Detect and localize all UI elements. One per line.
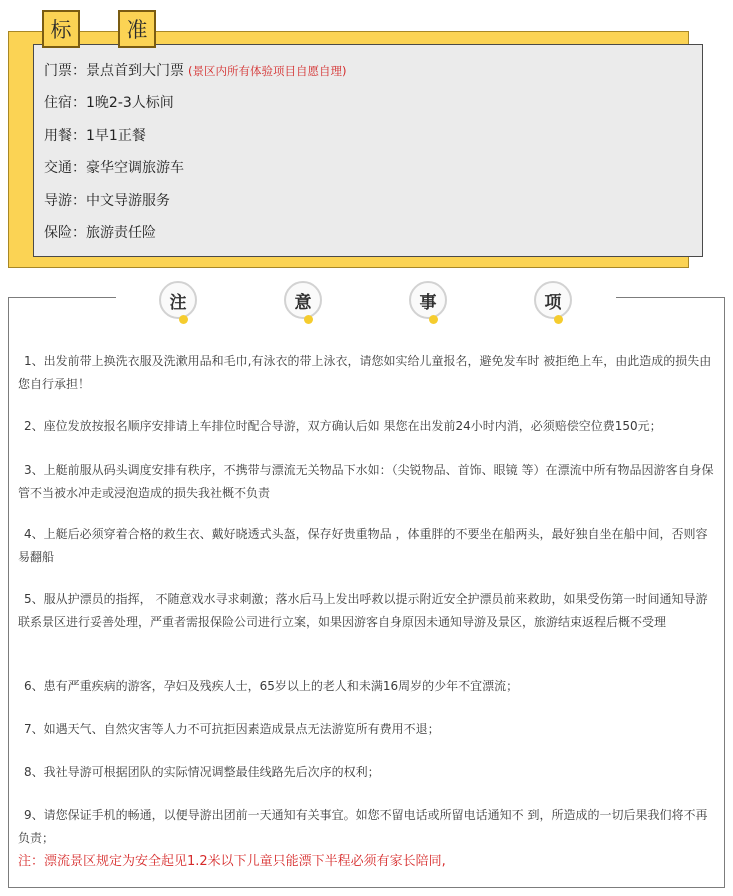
notice-title-char: 项 [534, 281, 572, 319]
standard-label: 保险： [44, 225, 86, 241]
standard-value: 景点首到大门票 [86, 63, 184, 79]
standard-value: 1晚2-3人标间 [86, 95, 174, 111]
standard-note: (景区内所有体验项目自愿自理) [188, 64, 347, 78]
notice-item: 6、患有严重疾病的游客，孕妇及残疾人士，65岁以上的老人和未满16周岁的少年不宜漂流； [24, 679, 519, 693]
standard-label: 导游： [44, 193, 86, 209]
yellow-dot-icon [304, 315, 313, 324]
notice-title-char: 注 [159, 281, 197, 319]
notice-item: 5、服从护漂员的指挥， 不随意戏水寻求刺激；落水后马上发出呼救以提示附近安全护漂员前来救助，如果受伤第一时间通知导游联系景区进行妥善处理，严重者需报保险公司进行立案，如果因游客自身原因未通知导游及景区，旅游结束返程后概不受理 [18, 592, 708, 629]
standard-value: 旅游责任险 [86, 225, 156, 241]
yellow-dot-icon [179, 315, 188, 324]
standard-value: 1早1正餐 [86, 128, 146, 144]
notice-item: 8、我社导游可根据团队的实际情况调整最佳线路先后次序的权利； [24, 765, 380, 779]
yellow-dot-icon [429, 315, 438, 324]
notice-item: 4、上艇后必须穿着合格的救生衣、戴好晓透式头盔，保存好贵重物品 ，体重胖的不要坐在船两头，最好独自坐在船中间，否则容易翻船 [18, 527, 708, 564]
standard-lodging [44, 93, 174, 113]
standard-value: 中文导游服务 [86, 193, 170, 209]
standard-label: 门票： [44, 63, 86, 79]
standard-insurance [44, 223, 156, 243]
standard-ticket [44, 61, 346, 81]
notice-item: 9、请您保证手机的畅通，以便导游出团前一天通知有关事宜。如您不留电话或所留电话通知不 到，所造成的一切后果我们将不再负责； [18, 808, 708, 845]
notice-item: 3、上艇前服从码头调度安排有秩序，不携带与漂流无关物品下水如：（尖锐物品、首饰、眼镜 等）在漂流中所有物品因游客自身保管不当被水冲走或浸泡造成的损失我社概不负责 [18, 463, 714, 500]
notice-item: 2、座位发放按报名顺序安排请上车排位时配合导游，双方确认后如 果您在出发前24小时内消，必须赔偿空位费150元； [24, 419, 662, 433]
standard-label: 住宿： [44, 95, 86, 111]
notice-item: 1、出发前带上换洗衣服及洗漱用品和毛巾,有泳衣的带上泳衣，请您如实给儿童报名，避免发车时 被拒绝上车，由此造成的损失由您自行承担！ [18, 354, 712, 391]
standard-guide [44, 191, 170, 211]
standards-tab-left: 标 [42, 10, 80, 48]
standard-label: 用餐： [44, 128, 86, 144]
standard-transport [44, 158, 184, 178]
notice-item: 7、如遇天气、自然灾害等人力不可抗拒因素造成景点无法游览所有费用不退； [24, 722, 440, 736]
standards-list [33, 44, 703, 257]
rafting-safety-note: 注：漂流景区规定为安全起见1.2米以下儿童只能漂下半程必须有家长陪同, [18, 854, 446, 869]
standards-tab-right: 准 [118, 10, 156, 48]
notice-title-char: 意 [284, 281, 322, 319]
standard-label: 交通： [44, 160, 86, 176]
yellow-dot-icon [554, 315, 563, 324]
standard-meals [44, 126, 146, 146]
standard-value: 豪华空调旅游车 [86, 160, 184, 176]
notice-title-char: 事 [409, 281, 447, 319]
